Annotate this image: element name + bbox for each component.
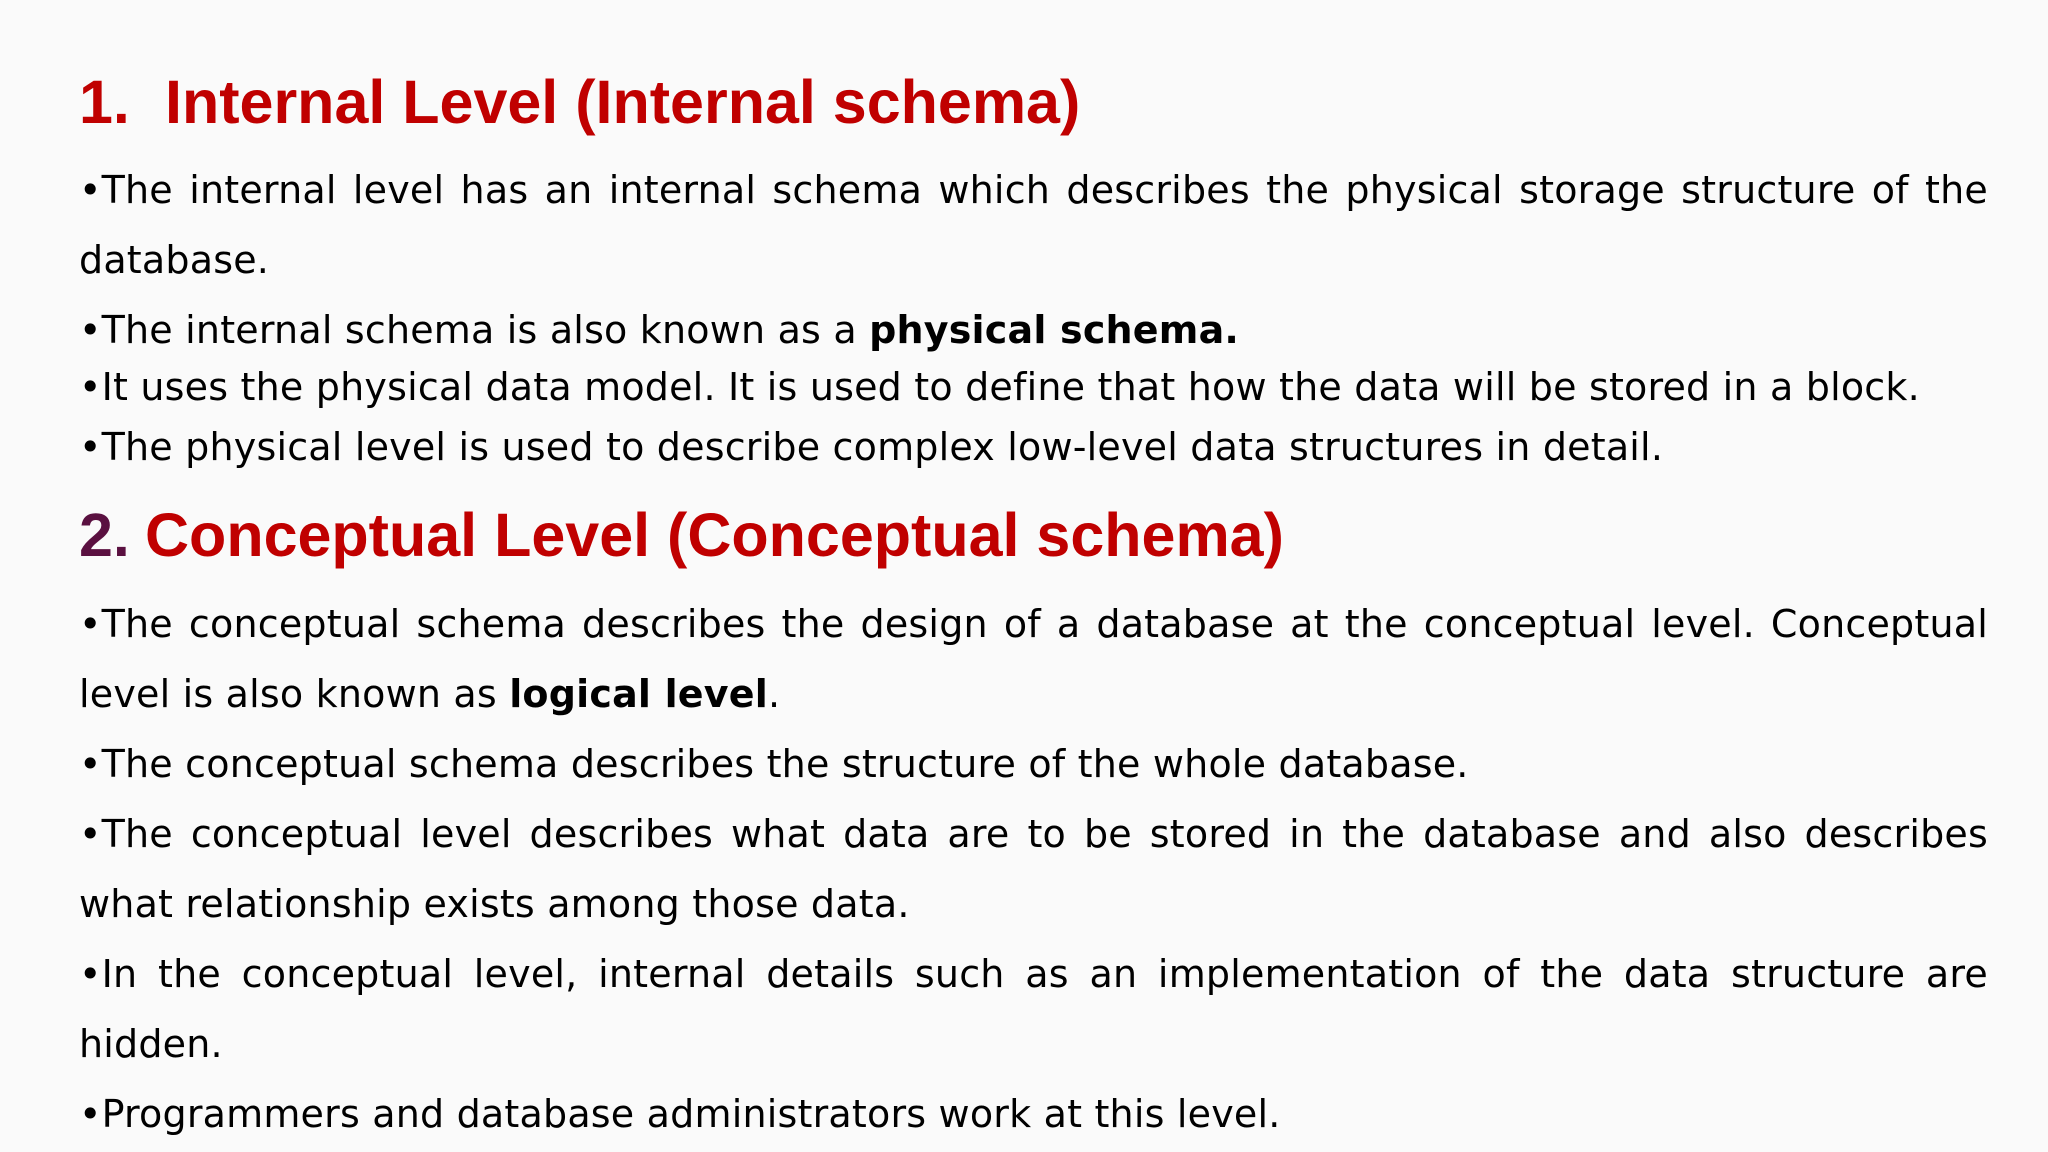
section-2-bullet-1-after: . xyxy=(767,672,781,716)
section-2-number: 2. xyxy=(79,501,130,569)
section-1-bullet-1: •The internal level has an internal schema which describes the physical storage structure of the database. xyxy=(79,168,1988,282)
section-1-number: 1. xyxy=(79,68,130,136)
section-1-heading xyxy=(79,67,1080,137)
section-1-bullet-3: •It uses the physical data model. It is used to define that how the data will be stored in a block. xyxy=(79,365,1920,409)
section-2-bullet-2: •The conceptual schema describes the structure of the whole database. xyxy=(79,742,1469,786)
section-2-bullet-1-bold: logical level xyxy=(509,672,768,716)
section-1-bullet-4: •The physical level is used to describe complex low-level data structures in detail. xyxy=(79,425,1664,469)
section-2-title: Conceptual Level (Conceptual schema) xyxy=(145,501,1284,569)
section-1-bullet-2-text: •The internal schema is also known as a xyxy=(79,308,870,352)
section-2-bullet-1-text: •The conceptual schema describes the design of a database at the conceptual level. Conceptual level is also known as xyxy=(79,602,1988,716)
section-2-bullet-4: •In the conceptual level, internal details such as an implementation of the data structure are hidden. xyxy=(79,952,1988,1066)
section-2-heading xyxy=(79,500,1284,570)
section-2-bullet-3: •The conceptual level describes what data are to be stored in the database and also describes what relationship exists among those data. xyxy=(79,812,1988,926)
section-1-title: Internal Level (Internal schema) xyxy=(165,68,1081,136)
section-2-bullet-5: •Programmers and database administrators work at this level. xyxy=(79,1092,1281,1136)
section-2-bullet-1 xyxy=(79,589,1988,729)
section-1-bullet-2-bold: physical schema. xyxy=(869,308,1240,352)
